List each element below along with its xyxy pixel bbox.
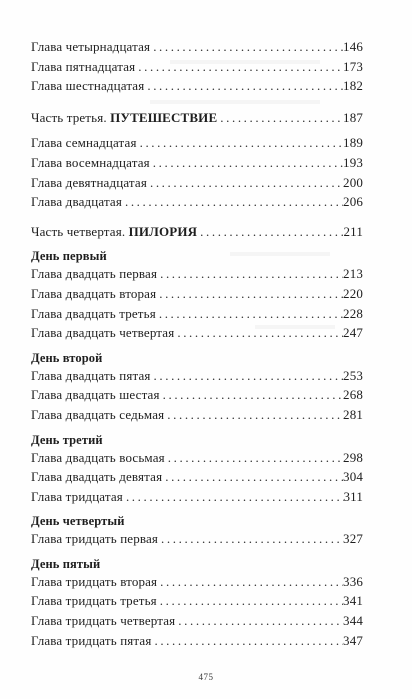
part-name: ПУТЕШЕСТВИЕ <box>110 109 218 125</box>
toc-entry <box>31 633 363 653</box>
dot-leader <box>164 407 343 423</box>
toc-entry <box>31 306 363 326</box>
chapter-title: Глава двадцать вторая <box>31 285 157 301</box>
chapter-title: Глава двадцать первая <box>31 266 158 282</box>
page-ref: 298 <box>343 449 363 465</box>
section-gap <box>31 214 363 224</box>
chapter-title: Глава двадцать четвертая <box>31 325 175 341</box>
toc-entry <box>31 325 363 345</box>
page-ref: 253 <box>343 367 363 383</box>
page-ref: 311 <box>343 488 363 504</box>
toc-entry <box>31 489 363 509</box>
chapter-title: Глава двадцать седьмая <box>31 406 165 422</box>
part-heading <box>31 110 363 130</box>
page-ref: 220 <box>343 285 363 301</box>
chapter-title: Глава девятнадцатая <box>31 174 147 190</box>
toc-entry <box>31 286 363 306</box>
dot-leader <box>135 59 343 75</box>
dot-leader <box>123 489 344 505</box>
dot-leader <box>147 175 343 191</box>
dot-leader <box>156 286 343 302</box>
day-heading: День четвертый <box>31 514 125 529</box>
chapter-title: Глава тридцатая <box>31 488 123 504</box>
page-ref: 173 <box>343 58 363 74</box>
chapter-title: Глава двадцать восьмая <box>31 449 165 465</box>
toc-entry <box>31 368 363 388</box>
dot-leader <box>150 39 343 55</box>
page-ref: 193 <box>343 154 363 170</box>
toc-entry <box>31 266 363 286</box>
page-ref: 187 <box>343 109 363 125</box>
chapter-title: Глава двадцатая <box>31 194 122 210</box>
dot-leader <box>160 387 343 403</box>
dot-leader <box>175 613 343 629</box>
page-ref: 213 <box>343 266 363 282</box>
chapter-title: Глава двадцать пятая <box>31 367 151 383</box>
toc-entry <box>31 175 363 195</box>
toc-entry <box>31 531 363 551</box>
dot-leader <box>150 155 343 171</box>
dot-leader <box>157 593 343 609</box>
toc-entry <box>31 59 363 79</box>
dot-leader <box>157 574 343 590</box>
part-name: ПИЛОРИЯ <box>128 223 198 239</box>
page-ref: 228 <box>343 305 363 321</box>
page-ref: 182 <box>343 78 363 94</box>
day-heading: День второй <box>31 350 103 365</box>
dot-leader <box>156 306 343 322</box>
chapter-title: Глава шестнадцатая <box>31 78 145 94</box>
page-ref: 146 <box>343 39 363 54</box>
page-ref: 189 <box>343 135 363 151</box>
part-heading <box>31 224 363 244</box>
chapter-title: Глава пятнадцатая <box>31 58 136 74</box>
toc-entry <box>31 469 363 489</box>
page-ref: 281 <box>343 406 363 422</box>
toc-entry <box>31 194 363 214</box>
chapter-title: Глава двадцать третья <box>31 305 156 321</box>
toc-entry <box>31 39 363 59</box>
chapter-title: Глава четырнадцатая <box>31 39 151 54</box>
part-title <box>31 110 217 126</box>
toc-entry <box>31 407 363 427</box>
page-ref: 200 <box>343 174 363 190</box>
dot-leader <box>217 110 343 126</box>
toc-entry <box>31 78 363 98</box>
day-heading: День третий <box>31 432 103 447</box>
day-heading: День первый <box>31 249 107 264</box>
chapter-title: Глава тридцать третья <box>31 593 157 609</box>
dot-leader <box>137 135 343 151</box>
dot-leader <box>144 78 343 94</box>
dot-leader <box>157 266 343 282</box>
section-gap <box>31 98 363 110</box>
toc-entry <box>31 135 363 155</box>
dot-leader <box>162 469 343 485</box>
page-ref: 206 <box>343 194 363 210</box>
toc-entry <box>31 593 363 613</box>
page-ref: 336 <box>343 573 363 589</box>
dot-leader <box>151 633 343 649</box>
chapter-title: Глава тридцать вторая <box>31 573 158 589</box>
chapter-title: Глава восемнадцатая <box>31 154 150 170</box>
dot-leader <box>151 368 344 384</box>
page-ref: 327 <box>343 531 363 547</box>
toc-entry <box>31 155 363 175</box>
dot-leader <box>174 325 343 341</box>
dot-leader <box>122 194 343 210</box>
dot-leader <box>165 450 343 466</box>
chapter-title: Глава двадцать шестая <box>31 387 160 403</box>
page-ref: 341 <box>343 593 363 609</box>
dot-leader <box>197 224 343 240</box>
page-number: 475 <box>198 672 214 682</box>
table-of-contents <box>31 39 363 652</box>
chapter-title: Глава тридцать четвертая <box>31 613 176 629</box>
dot-leader <box>158 531 343 547</box>
toc-entry <box>31 613 363 633</box>
part-prefix: Часть третья. <box>31 109 107 125</box>
page-ref: 268 <box>343 387 363 403</box>
chapter-title: Глава семнадцатая <box>31 135 137 151</box>
toc-entry <box>31 387 363 407</box>
chapter-title: Глава двадцать девятая <box>31 469 163 485</box>
page-ref: 344 <box>343 613 363 629</box>
toc-entry <box>31 450 363 470</box>
day-heading: День пятый <box>31 556 101 571</box>
part-title <box>31 224 197 240</box>
chapter-title: Глава тридцать пятая <box>31 632 152 648</box>
page-ref: 304 <box>343 469 363 485</box>
page-ref: 211 <box>343 223 363 239</box>
page-ref: 247 <box>343 325 363 341</box>
chapter-title: Глава тридцать первая <box>31 531 159 547</box>
part-prefix: Часть четвертая. <box>31 223 126 239</box>
toc-entry <box>31 574 363 594</box>
page-ref: 347 <box>343 632 363 648</box>
